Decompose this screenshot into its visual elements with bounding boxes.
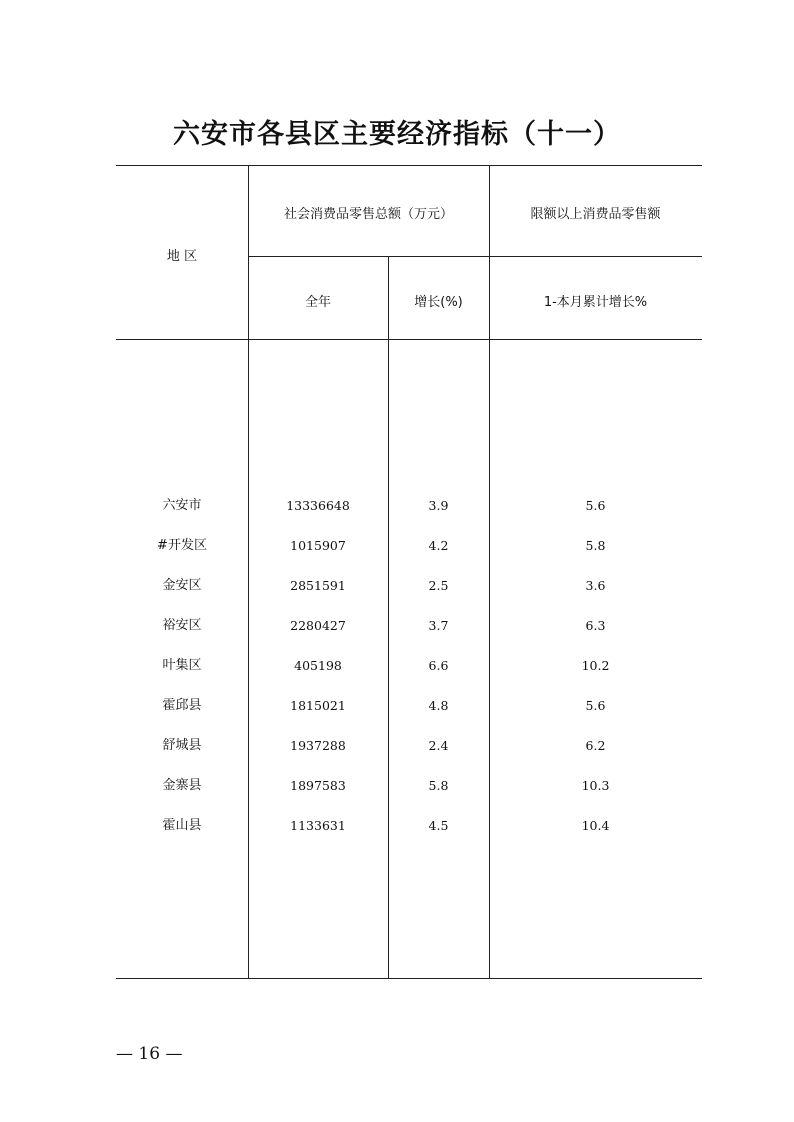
growth-cell: 4.2 xyxy=(428,538,449,553)
annual-cell: 405198 xyxy=(294,658,342,673)
annual-cell: 1133631 xyxy=(290,818,346,833)
page-number: — 16 — xyxy=(116,1044,183,1064)
growth-cell: 2.5 xyxy=(428,578,449,593)
growth-cell: 3.7 xyxy=(428,618,449,633)
region-cell: 舒城县 xyxy=(162,738,202,753)
column-divider-1 xyxy=(248,165,249,978)
annual-cell: 1897583 xyxy=(290,778,346,793)
region-cell: 金安区 xyxy=(162,578,202,593)
header-above-quota-sales: 限额以上消费品零售额 xyxy=(530,207,661,222)
growth-cell: 3.9 xyxy=(428,498,449,513)
page-title: 六安市各县区主要经济指标（十一） xyxy=(173,119,621,150)
annual-cell: 1937288 xyxy=(290,738,346,753)
growth-cell: 2.4 xyxy=(428,738,449,753)
header-region: 地 区 xyxy=(166,249,198,264)
header-growth: 增长(%) xyxy=(414,295,463,310)
above-quota-cell: 10.3 xyxy=(581,778,610,793)
annual-cell: 1015907 xyxy=(290,538,346,553)
above-quota-cell: 5.6 xyxy=(585,698,606,713)
table-top-rule xyxy=(116,165,702,166)
region-cell: 霍邱县 xyxy=(162,698,202,713)
header-cumulative-growth: 1-本月累计增长% xyxy=(543,295,648,310)
header-annual: 全年 xyxy=(304,295,331,310)
growth-cell: 5.8 xyxy=(428,778,449,793)
region-cell: 裕安区 xyxy=(162,618,202,633)
above-quota-cell: 5.6 xyxy=(585,498,606,513)
above-quota-cell: 5.8 xyxy=(585,538,606,553)
above-quota-cell: 6.3 xyxy=(585,618,606,633)
growth-cell: 4.8 xyxy=(428,698,449,713)
region-cell: 霍山县 xyxy=(162,818,202,833)
annual-cell: 2280427 xyxy=(290,618,346,633)
header-retail-sales-total: 社会消费品零售总额（万元） xyxy=(283,207,453,222)
column-divider-3 xyxy=(489,165,490,978)
header-bottom-rule xyxy=(116,339,702,340)
above-quota-cell: 3.6 xyxy=(585,578,606,593)
header-sub-rule xyxy=(248,256,702,257)
region-cell: 金寨县 xyxy=(162,778,202,793)
annual-cell: 13336648 xyxy=(286,498,350,513)
region-cell: 六安市 xyxy=(162,498,202,513)
above-quota-cell: 6.2 xyxy=(585,738,606,753)
growth-cell: 6.6 xyxy=(428,658,449,673)
above-quota-cell: 10.2 xyxy=(581,658,610,673)
above-quota-cell: 10.4 xyxy=(581,818,610,833)
region-cell: #开发区 xyxy=(157,538,207,553)
annual-cell: 2851591 xyxy=(290,578,346,593)
region-cell: 叶集区 xyxy=(162,658,202,673)
annual-cell: 1815021 xyxy=(290,698,346,713)
table-bottom-rule xyxy=(116,978,702,979)
growth-cell: 4.5 xyxy=(428,818,449,833)
